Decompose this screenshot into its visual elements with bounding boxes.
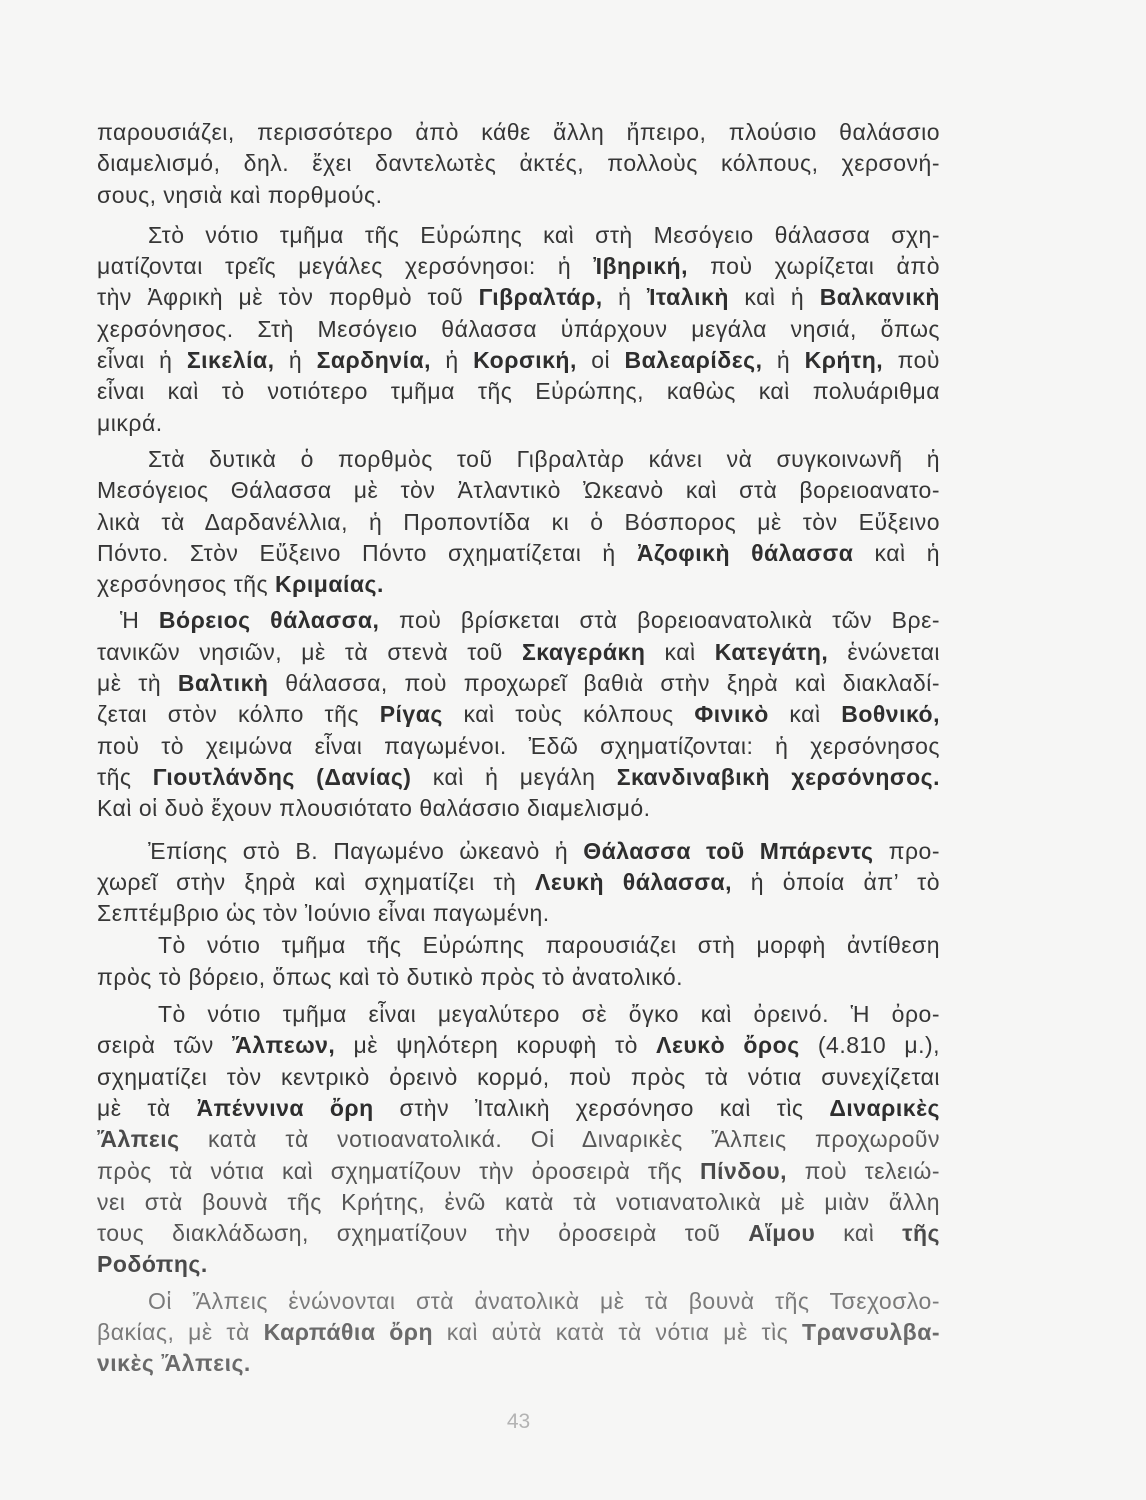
text-run: χωρεῖ στὴν ξηρὰ καὶ σχηματίζει τὴ xyxy=(97,868,536,895)
text-line xyxy=(97,180,940,211)
text-run: καὶ ἡ μεγάλη xyxy=(411,763,617,790)
bold-term: Βοθνικό, xyxy=(841,701,940,728)
text-line xyxy=(97,569,940,600)
text-run: κατὰ τὰ νοτιοανατολικά. Οἱ Διναρικὲς Ἄλπεις προχωροῦν xyxy=(179,1126,940,1153)
text-line xyxy=(97,898,940,929)
text-line xyxy=(97,314,940,345)
text-line xyxy=(97,836,940,867)
paragraph xyxy=(97,999,940,1281)
text-run: διαμελισμό, δηλ. ἔχει δαντελωτὲς ἀκτές, πολλοὺς κόλπους, χερσονή- xyxy=(97,150,940,177)
bold-term: Λευκὴ θάλασσα, xyxy=(535,868,732,895)
text-run: ποὺ χωρίζεται ἀπὸ xyxy=(687,253,940,280)
text-line xyxy=(97,220,940,251)
text-line xyxy=(97,117,940,148)
text-line xyxy=(97,408,940,439)
text-run: Στὸ νότιο τμῆμα τῆς Εὐρώπης καὶ στὴ Μεσόγειο θάλασσα σχη- xyxy=(148,221,940,248)
text-run: εἶναι καὶ τὸ νοτιότερο τμῆμα τῆς Εὐρώπης, καθὼς καὶ πολυάριθμα xyxy=(97,378,940,405)
text-run: μὲ τὴ xyxy=(97,670,178,697)
text-run: παρουσιάζει, περισσότερο ἀπὸ κάθε ἄλλη ἤπειρο, πλούσιο θαλάσσιο xyxy=(97,119,940,145)
text-line xyxy=(97,538,940,569)
text-run: Πόντο. Στὸν Εὔξεινο Πόντο σχηματίζεται ἡ xyxy=(97,539,637,566)
text-run: μικρά. xyxy=(97,409,163,436)
text-run: Στὰ δυτικὰ ὁ πορθμὸς τοῦ Γιβραλτὰρ κάνει νὰ συγκοινωνῆ ἡ xyxy=(148,445,940,472)
bold-term: Καρπάθια ὄρη xyxy=(263,1318,434,1345)
text-run: σχηματίζει τὸν κεντρικὸ ὀρεινὸ κορμό, ποὺ πρὸς τὰ νότια συνεχίζεται xyxy=(97,1063,940,1090)
text-line xyxy=(97,444,940,475)
text-run: καὶ τοὺς κόλπους xyxy=(442,701,695,728)
text-line xyxy=(97,1317,940,1348)
text-run: Οἱ Ἄλπεις ἑνώνονται στὰ ἀνατολικὰ μὲ τὰ βουνὰ τῆς Τσεχοσλο- xyxy=(148,1287,940,1314)
text-line xyxy=(97,282,940,313)
text-run: τους διακλάδωση, σχηματίζουν τὴν ὀροσειρὰ τοῦ xyxy=(97,1220,749,1247)
bold-term: Βαλτικὴ xyxy=(177,670,269,697)
bold-term: Ἀζοφικὴ θάλασσα xyxy=(636,539,854,566)
text-line xyxy=(97,637,940,668)
bold-term: Ἄλπεις xyxy=(97,1126,180,1153)
bold-term: νικὲς Ἄλπεις. xyxy=(97,1350,251,1377)
page-number: 43 xyxy=(506,1410,531,1433)
bold-term: Θάλασσα τοῦ Μπάρεντς xyxy=(583,837,874,864)
text-run: Ἡ xyxy=(120,607,159,634)
paragraph xyxy=(97,1286,940,1380)
bold-term: Σικελία, xyxy=(186,347,275,374)
text-line xyxy=(97,1124,940,1155)
text-run: Ἐπίσης στὸ Β. Παγωμένο ὠκεανὸ ἡ xyxy=(148,837,584,864)
bold-term: τῆς xyxy=(902,1220,940,1247)
text-run: πρὸς τὰ νότια καὶ σχηματίζουν τὴν ὀροσειρὰ τῆς xyxy=(97,1157,700,1184)
text-line xyxy=(97,962,940,993)
text-run: λικὰ τὰ Δαρδανέλλια, ἡ Προποντίδα κι ὁ Βόσπορος μὲ τὸν Εὔξεινο xyxy=(97,508,940,535)
text-line xyxy=(97,376,940,407)
text-run: ματίζονται τρεῖς μεγάλες χερσόνησοι: ἡ xyxy=(97,253,594,280)
text-run: καὶ ἡ xyxy=(728,284,820,311)
text-run: ἡ xyxy=(431,347,474,374)
text-run: οἱ xyxy=(576,347,625,374)
text-line xyxy=(97,699,940,730)
text-run: τανικῶν νησιῶν, μὲ τὰ στενὰ τοῦ xyxy=(97,638,522,665)
text-run: ἡ xyxy=(274,347,317,374)
bold-term: Σκαγεράκη xyxy=(521,638,646,665)
text-line xyxy=(97,475,940,506)
text-run: ἡ xyxy=(602,284,647,311)
text-run: προ- xyxy=(873,837,941,864)
bold-term: Κριμαίας. xyxy=(275,571,384,598)
bold-term: Κατεγάτη, xyxy=(714,638,829,665)
page-body-text xyxy=(97,117,940,1380)
text-run: Καὶ οἱ δυὸ ἔχουν πλουσιότατο θαλάσσιο διαμελισμό. xyxy=(97,795,651,822)
bold-term: Λευκὸ ὄρος xyxy=(656,1032,800,1059)
text-run: καὶ xyxy=(768,701,842,728)
bold-term: Φινικὸ xyxy=(694,701,769,728)
bold-term: Σκανδιναβικὴ χερσόνησος. xyxy=(616,763,941,790)
bold-term: Κορσική, xyxy=(473,347,577,374)
bold-term: Γιουτλάνδης (Δανίας) xyxy=(152,763,412,790)
paragraph xyxy=(97,605,940,824)
text-line xyxy=(97,1348,940,1379)
text-run: τὴν Ἀφρικὴ μὲ τὸν πορθμὸ τοῦ xyxy=(97,284,479,311)
text-run: βακίας, μὲ τὰ xyxy=(97,1318,264,1345)
text-line xyxy=(97,345,940,376)
bold-term: Τρανσυλβα- xyxy=(802,1318,940,1345)
paragraph xyxy=(97,444,940,600)
text-line xyxy=(97,1187,940,1218)
text-run: καὶ ἡ xyxy=(853,539,940,566)
text-run: καὶ xyxy=(645,638,715,665)
paragraph xyxy=(97,117,940,211)
text-line xyxy=(97,930,940,961)
paragraph xyxy=(97,836,940,930)
text-run: χερσόνησος. Στὴ Μεσόγειο θάλασσα ὑπάρχουν μεγάλα νησιά, ὅπως xyxy=(97,315,940,342)
text-run: ἑνώνεται xyxy=(828,638,941,665)
text-run: Τὸ νότιο τμῆμα τῆς Εὐρώπης παρουσιάζει στὴ μορφὴ ἀντίθεση xyxy=(158,932,940,959)
bold-term: Κρήτη, xyxy=(804,347,884,374)
text-run: Μεσόγειος Θάλασσα μὲ τὸν Ἀτλαντικὸ Ὠκεανὸ καὶ στὰ βορειοανατο- xyxy=(97,477,940,504)
text-run: ζεται στὸν κόλπο τῆς xyxy=(97,701,380,728)
text-run: πρὸς τὸ βόρειο, ὅπως καὶ τὸ δυτικὸ πρὸς τὸ ἀνατολικό. xyxy=(97,963,684,990)
text-line xyxy=(97,1030,940,1061)
text-line xyxy=(97,605,940,636)
bold-term: Ρίγας xyxy=(379,701,443,728)
text-run: ποὺ τελειώ- xyxy=(787,1157,940,1184)
bold-term: Γιβραλτάρ, xyxy=(478,284,603,311)
text-line xyxy=(97,1286,940,1317)
text-run: στὴν Ἰταλικὴ χερσόνησο καὶ τὶς xyxy=(373,1094,830,1121)
text-run: ἡ xyxy=(762,347,805,374)
text-line xyxy=(97,507,940,538)
text-run: ποὺ βρίσκεται στὰ βορειοανατολικὰ τῶν Βρε- xyxy=(379,607,941,634)
text-line xyxy=(97,1249,940,1280)
text-run: καὶ αὐτὰ κατὰ τὰ νότια μὲ τὶς xyxy=(433,1318,803,1345)
text-line xyxy=(97,668,940,699)
text-line xyxy=(97,1156,940,1187)
text-line xyxy=(97,148,940,179)
text-run: θάλασσα, ποὺ προχωρεῖ βαθιὰ στὴν ξηρὰ καὶ διακλαδί- xyxy=(268,670,940,697)
text-run: Τὸ νότιο τμῆμα εἶναι μεγαλύτερο σὲ ὄγκο καὶ ὀρεινό. Ἡ ὀρο- xyxy=(158,1001,940,1028)
text-run: σειρὰ τῶν xyxy=(97,1032,232,1059)
text-run: μὲ τὰ xyxy=(97,1094,197,1121)
bold-term: Πίνδου, xyxy=(699,1157,788,1184)
bold-term: Ροδόπης. xyxy=(97,1251,208,1278)
text-run: μὲ ψηλότερη κορυφὴ τὸ xyxy=(335,1032,657,1059)
paragraph xyxy=(97,220,940,439)
text-run: τῆς xyxy=(97,763,153,790)
text-line xyxy=(97,867,940,898)
bold-term: Βόρειος θάλασσα, xyxy=(158,607,380,634)
text-run: εἶναι ἡ xyxy=(97,347,187,374)
paragraph xyxy=(97,930,940,993)
bold-term: Αἵμου xyxy=(748,1220,816,1247)
text-line xyxy=(97,1062,940,1093)
text-run: ἡ ὁποία ἀπ’ τὸ xyxy=(732,868,940,895)
text-run: καὶ xyxy=(815,1220,903,1247)
text-run: χερσόνησος τῆς xyxy=(97,571,276,598)
bold-term: Διναρικὲς xyxy=(829,1094,941,1121)
text-run: ποὺ τὸ χειμώνα εἶναι παγωμένοι. Ἐδῶ σχηματίζονται: ἡ χερσόνησος xyxy=(97,732,940,759)
bold-term: Βαλεαρίδες, xyxy=(624,347,763,374)
bold-term: Ἀπέννινα ὄρη xyxy=(196,1094,374,1121)
text-line xyxy=(97,1093,940,1124)
bold-term: Ἄλπεων, xyxy=(231,1032,336,1059)
text-line xyxy=(97,731,940,762)
bold-term: Βαλκανικὴ xyxy=(819,284,940,311)
text-run: σους, νησιὰ καὶ πορθμούς. xyxy=(97,181,383,208)
bold-term: Σαρδηνία, xyxy=(316,347,431,374)
text-run: ποὺ xyxy=(883,347,940,374)
text-line xyxy=(97,793,940,824)
bold-term: Ἰβηρική, xyxy=(593,253,688,280)
text-line xyxy=(97,762,940,793)
text-run: (4.810 μ.), xyxy=(799,1032,941,1059)
text-line xyxy=(97,251,940,282)
bold-term: Ἰταλικὴ xyxy=(646,284,729,311)
text-run: νει στὰ βουνὰ τῆς Κρήτης, ἐνῶ κατὰ τὰ νοτιανατολικὰ μὲ μιὰν ἄλλη xyxy=(97,1188,940,1215)
text-line xyxy=(97,999,940,1030)
text-line xyxy=(97,1218,940,1249)
text-run: Σεπτέμβριο ὡς τὸν Ἰούνιο εἶναι παγωμένη. xyxy=(97,900,550,927)
